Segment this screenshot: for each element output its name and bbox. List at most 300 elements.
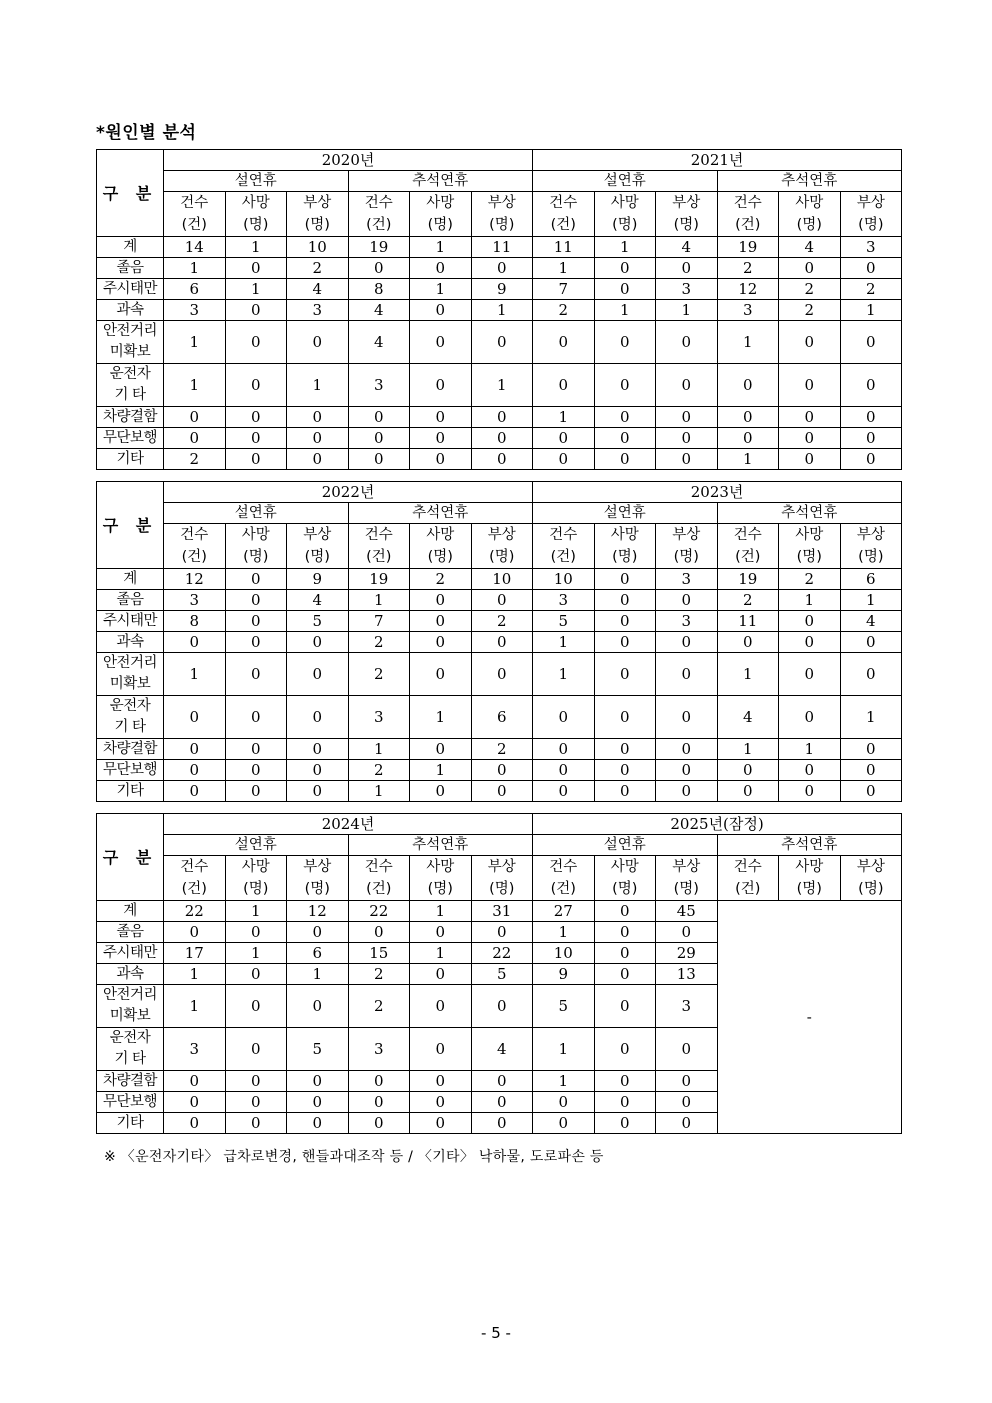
row-header-label: 무단보행: [102, 1093, 158, 1110]
table-cell: 11: [717, 611, 779, 632]
table-cell: 0: [410, 258, 472, 279]
table-cell: 0: [471, 258, 533, 279]
column-header-label: 건수: [549, 859, 578, 875]
column-header-label: 부상: [303, 195, 332, 211]
table-row: [97, 760, 902, 781]
table-cell: 2: [779, 569, 841, 590]
column-header-unit: (명): [427, 881, 453, 897]
table-cell: 0: [779, 364, 841, 407]
table-cell: 0: [533, 760, 595, 781]
column-header: [779, 524, 841, 569]
column-header-label: 사망: [241, 195, 270, 211]
table-cell: 0: [410, 964, 472, 985]
table-cell: 0: [471, 321, 533, 364]
row-header: [97, 258, 164, 279]
column-header-unit: (명): [612, 549, 638, 565]
column-header-label: 부상: [672, 527, 701, 543]
table-cell: 0: [717, 781, 779, 802]
table-cell: 2: [164, 449, 226, 470]
table-cell: 1: [717, 739, 779, 760]
column-header-unit: (명): [796, 549, 822, 565]
table-cell: 0: [471, 590, 533, 611]
column-header: [348, 192, 410, 237]
table-cell: 0: [471, 653, 533, 696]
table-cell: 0: [656, 590, 718, 611]
row-header: [97, 943, 164, 964]
table-row: [97, 258, 902, 279]
table-cell: 0: [656, 321, 718, 364]
table-cell: 29: [656, 943, 718, 964]
column-header-unit: (건): [735, 549, 761, 565]
table-cell: 19: [717, 237, 779, 258]
column-header-unit: (명): [243, 549, 269, 565]
table-cell: 0: [287, 428, 349, 449]
table-cell: 0: [410, 922, 472, 943]
table-cell: 0: [594, 760, 656, 781]
table-cell: 0: [410, 611, 472, 632]
column-header-label: 사망: [610, 859, 639, 875]
year-header: 2022년: [164, 482, 533, 503]
column-header-unit: (명): [427, 549, 453, 565]
table-cell: 0: [348, 1071, 410, 1092]
table-cell: 0: [594, 696, 656, 739]
table-cell: 4: [287, 279, 349, 300]
column-header: [471, 192, 533, 237]
row-header-label: 기 타: [114, 387, 146, 403]
row-header: [97, 279, 164, 300]
table-cell: 5: [471, 964, 533, 985]
row-header-label: 안전거리: [102, 323, 158, 339]
column-header-label: 부상: [487, 195, 516, 211]
table-cell: 1: [840, 696, 902, 739]
column-header: [410, 524, 472, 569]
table-cell: 2: [840, 279, 902, 300]
table-cell: 0: [410, 1092, 472, 1113]
row-header: [97, 449, 164, 470]
table-cell: 0: [410, 985, 472, 1028]
table-cell: 0: [348, 258, 410, 279]
holiday-header: 설연휴: [164, 171, 349, 192]
table-cell: 2: [779, 279, 841, 300]
table-cell: 1: [410, 901, 472, 922]
column-header-label: 건수: [364, 195, 393, 211]
table-cell: 0: [594, 964, 656, 985]
table-cell: 0: [594, 590, 656, 611]
table-cell: 0: [410, 1028, 472, 1071]
row-header-label: 차량결함: [102, 1072, 158, 1089]
table-cell: 6: [287, 943, 349, 964]
table-cell: 0: [656, 1092, 718, 1113]
column-header: [287, 192, 349, 237]
table-cell: 2: [348, 964, 410, 985]
table-cell: 0: [225, 449, 287, 470]
column-header-unit: (명): [304, 549, 330, 565]
table-cell: 0: [594, 1071, 656, 1092]
holiday-header: 설연휴: [533, 171, 718, 192]
table-cell: 3: [164, 590, 226, 611]
row-header-label: 운전자: [109, 1030, 151, 1046]
table-cell: 0: [410, 321, 472, 364]
column-header-label: 부상: [672, 859, 701, 875]
table-cell: 1: [471, 364, 533, 407]
table-cell: 0: [410, 300, 472, 321]
table-cell: 0: [594, 943, 656, 964]
row-header-label: 안전거리: [102, 987, 158, 1003]
table-cell: 0: [287, 449, 349, 470]
table-cell: 0: [779, 696, 841, 739]
table-cell: 0: [348, 1113, 410, 1134]
table-cell: 9: [533, 964, 595, 985]
section-title: *원인별 분석: [96, 123, 197, 143]
table-cell: 0: [471, 781, 533, 802]
corner-label: 구 분: [97, 814, 164, 901]
table-cell: 0: [287, 696, 349, 739]
table-cell: 5: [533, 985, 595, 1028]
row-header-label: 안전거리: [102, 655, 158, 671]
table-cell: 5: [287, 1028, 349, 1071]
table-cell: 0: [840, 428, 902, 449]
footnote: ※ 〈운전자기타〉 급차로변경, 핸들과대조작 등 / 〈기타〉 낙하물, 도로파손 등: [104, 1149, 604, 1165]
table-cell: 17: [164, 943, 226, 964]
row-header-label: 미확보: [109, 344, 151, 360]
table-cell: 0: [656, 739, 718, 760]
row-header-label: 과속: [116, 301, 144, 318]
table-cell: 0: [533, 428, 595, 449]
table-row: [97, 300, 902, 321]
table-cell: 0: [410, 364, 472, 407]
table-cell: 0: [225, 781, 287, 802]
table-cell: 2: [779, 300, 841, 321]
table-cell: 3: [287, 300, 349, 321]
column-header-unit: (건): [735, 881, 761, 897]
column-header: [287, 856, 349, 901]
row-header-label: 운전자: [109, 698, 151, 714]
table-cell: 0: [410, 407, 472, 428]
stats-table-2022-2023: [96, 481, 902, 802]
stats-table-2024-2025: [96, 813, 902, 1134]
year-header: 2025년(잠정): [533, 814, 902, 835]
table-cell: 0: [656, 1028, 718, 1071]
table-cell: 0: [594, 321, 656, 364]
table-cell: 0: [164, 1071, 226, 1092]
column-header-unit: (건): [550, 549, 576, 565]
column-header-unit: (건): [181, 217, 207, 233]
table-cell: 12: [287, 901, 349, 922]
row-header: [97, 428, 164, 449]
table-cell: 4: [717, 696, 779, 739]
table-cell: 0: [594, 985, 656, 1028]
table-cell: 0: [225, 428, 287, 449]
table-cell: 1: [840, 590, 902, 611]
table-cell: 11: [533, 237, 595, 258]
table-cell: 0: [164, 696, 226, 739]
column-header: [840, 524, 902, 569]
table-row: [97, 590, 902, 611]
table-cell: 10: [471, 569, 533, 590]
table-cell: 0: [410, 1071, 472, 1092]
table-cell: 4: [348, 321, 410, 364]
table-row: [97, 569, 902, 590]
table-cell: 0: [225, 964, 287, 985]
column-header-unit: (명): [858, 881, 884, 897]
table-cell: 0: [287, 739, 349, 760]
table-cell: 0: [779, 781, 841, 802]
table-cell: 0: [594, 569, 656, 590]
row-header-label: 무단보행: [102, 429, 158, 446]
holiday-header: 추석연휴: [348, 171, 533, 192]
row-header-label: 주시태만: [102, 280, 158, 297]
column-header: [348, 524, 410, 569]
table-cell: 3: [656, 569, 718, 590]
table-cell: 0: [840, 760, 902, 781]
table-cell: 1: [164, 364, 226, 407]
table-cell: 3: [348, 1028, 410, 1071]
table-cell: 0: [594, 632, 656, 653]
column-header-unit: (건): [735, 217, 761, 233]
row-header-label: 계: [123, 902, 137, 919]
table-cell: 0: [594, 407, 656, 428]
table-cell: 22: [471, 943, 533, 964]
table-cell: 0: [840, 321, 902, 364]
column-header: [225, 192, 287, 237]
table-cell: 1: [779, 590, 841, 611]
column-header: [410, 856, 472, 901]
table-cell: 0: [717, 407, 779, 428]
table-cell: 0: [717, 364, 779, 407]
column-header: [717, 524, 779, 569]
column-header-label: 건수: [364, 859, 393, 875]
column-header-unit: (명): [243, 881, 269, 897]
table-cell: 1: [164, 985, 226, 1028]
column-header-label: 부상: [303, 527, 332, 543]
table-cell: 1: [225, 237, 287, 258]
table-cell: 15: [348, 943, 410, 964]
table-row: [97, 696, 902, 739]
table-cell: 22: [348, 901, 410, 922]
column-header: [533, 856, 595, 901]
column-header-unit: (명): [243, 217, 269, 233]
table-cell: 1: [717, 321, 779, 364]
holiday-header: 설연휴: [164, 835, 349, 856]
table-cell: 12: [717, 279, 779, 300]
table-cell: 1: [594, 300, 656, 321]
table-row: [97, 739, 902, 760]
table-cell: 0: [225, 300, 287, 321]
table-cell: 0: [164, 632, 226, 653]
table-cell: 0: [225, 739, 287, 760]
table-cell: 1: [717, 449, 779, 470]
row-header-label: 주시태만: [102, 944, 158, 961]
table-cell: 5: [287, 611, 349, 632]
table-cell: 5: [533, 611, 595, 632]
corner-label: 구 분: [97, 482, 164, 569]
table-row: [97, 449, 902, 470]
table-cell: 1: [164, 321, 226, 364]
column-header-label: 사망: [241, 527, 270, 543]
column-header-label: 부상: [303, 859, 332, 875]
table-cell: 19: [717, 569, 779, 590]
table-cell: 3: [164, 300, 226, 321]
table-cell: 0: [656, 781, 718, 802]
table-cell: 19: [348, 569, 410, 590]
table-cell: 1: [348, 739, 410, 760]
column-header-label: 부상: [487, 859, 516, 875]
table-cell: 27: [533, 901, 595, 922]
stats-table-2020-2021: [96, 149, 902, 470]
column-header-unit: (건): [550, 881, 576, 897]
column-header: [533, 192, 595, 237]
table-cell: 0: [225, 569, 287, 590]
row-header: [97, 781, 164, 802]
column-header-unit: (명): [612, 881, 638, 897]
table-cell: 6: [471, 696, 533, 739]
holiday-header: 추석연휴: [348, 835, 533, 856]
table-cell: 0: [287, 632, 349, 653]
table-cell: 0: [779, 321, 841, 364]
table-cell: 3: [533, 590, 595, 611]
table-cell: 0: [225, 611, 287, 632]
column-header-unit: (명): [304, 881, 330, 897]
table-cell: 0: [594, 1092, 656, 1113]
column-header-unit: (건): [181, 549, 207, 565]
table-cell: 0: [594, 611, 656, 632]
holiday-header: 추석연휴: [717, 835, 902, 856]
table-cell: 0: [348, 407, 410, 428]
table-row: [97, 632, 902, 653]
table-cell: 0: [225, 632, 287, 653]
column-header: [717, 192, 779, 237]
table-cell: 0: [164, 1092, 226, 1113]
table-cell: 1: [779, 739, 841, 760]
not-available-cell: -: [717, 901, 902, 1134]
table-cell: 0: [840, 781, 902, 802]
column-header-label: 부상: [856, 527, 885, 543]
table-cell: 1: [533, 653, 595, 696]
year-header: 2024년: [164, 814, 533, 835]
column-header-unit: (건): [366, 549, 392, 565]
row-header-label: 계: [123, 570, 137, 587]
table-cell: 8: [348, 279, 410, 300]
table-cell: 1: [410, 279, 472, 300]
table-cell: 0: [594, 781, 656, 802]
column-header-unit: (명): [796, 881, 822, 897]
table-cell: 0: [533, 321, 595, 364]
column-header: [594, 856, 656, 901]
table-cell: 0: [779, 653, 841, 696]
table-cell: 22: [164, 901, 226, 922]
column-header-label: 부상: [487, 527, 516, 543]
table-cell: 0: [840, 632, 902, 653]
row-header: [97, 1028, 164, 1071]
table-cell: 0: [287, 985, 349, 1028]
column-header-label: 건수: [733, 195, 762, 211]
column-header-unit: (건): [550, 217, 576, 233]
table-cell: 0: [594, 922, 656, 943]
table-cell: 0: [533, 1092, 595, 1113]
table-cell: 1: [348, 590, 410, 611]
table-cell: 0: [471, 1092, 533, 1113]
table-cell: 2: [348, 653, 410, 696]
table-cell: 3: [164, 1028, 226, 1071]
column-header: [717, 856, 779, 901]
table-cell: 0: [225, 590, 287, 611]
table-cell: 0: [287, 760, 349, 781]
row-header: [97, 611, 164, 632]
table-cell: 1: [840, 300, 902, 321]
column-header-unit: (명): [796, 217, 822, 233]
column-header-unit: (건): [181, 881, 207, 897]
table-cell: 19: [348, 237, 410, 258]
table-cell: 0: [779, 428, 841, 449]
table-cell: 45: [656, 901, 718, 922]
holiday-header: 설연휴: [164, 503, 349, 524]
table-cell: 0: [225, 696, 287, 739]
table-cell: 0: [656, 632, 718, 653]
column-header: [779, 192, 841, 237]
column-header-label: 사망: [426, 859, 455, 875]
column-header-label: 건수: [180, 859, 209, 875]
table-cell: 0: [779, 632, 841, 653]
row-header-label: 과속: [116, 965, 144, 982]
table-cell: 0: [410, 428, 472, 449]
table-cell: 4: [287, 590, 349, 611]
table-cell: 2: [471, 739, 533, 760]
table-cell: 2: [287, 258, 349, 279]
table-cell: 0: [779, 258, 841, 279]
table-cell: 0: [594, 428, 656, 449]
row-header-label: 차량결함: [102, 408, 158, 425]
table-cell: 0: [348, 449, 410, 470]
table-cell: 2: [410, 569, 472, 590]
table-cell: 0: [410, 632, 472, 653]
table-cell: 0: [779, 760, 841, 781]
column-header: [840, 192, 902, 237]
row-header: [97, 1071, 164, 1092]
corner-label: 구 분: [97, 150, 164, 237]
table-cell: 1: [225, 901, 287, 922]
row-header: [97, 590, 164, 611]
table-cell: 0: [471, 985, 533, 1028]
column-header: [348, 856, 410, 901]
table-cell: 0: [225, 1071, 287, 1092]
table-cell: 2: [471, 611, 533, 632]
column-header: [471, 524, 533, 569]
column-header-unit: (건): [366, 881, 392, 897]
column-header: [225, 856, 287, 901]
table-cell: 0: [410, 653, 472, 696]
column-header: [840, 856, 902, 901]
table-cell: 1: [225, 943, 287, 964]
column-header-unit: (명): [858, 549, 884, 565]
table-row: [97, 901, 902, 922]
table-cell: 0: [410, 739, 472, 760]
column-header: [594, 192, 656, 237]
column-header-label: 사망: [426, 527, 455, 543]
table-cell: 0: [656, 428, 718, 449]
column-header: [471, 856, 533, 901]
table-cell: 4: [840, 611, 902, 632]
column-header: [656, 524, 718, 569]
table-cell: 0: [594, 653, 656, 696]
column-header-label: 사망: [610, 195, 639, 211]
table-cell: 3: [656, 611, 718, 632]
table-row: [97, 321, 902, 364]
table-cell: 0: [471, 1113, 533, 1134]
table-cell: 1: [533, 1071, 595, 1092]
table-cell: 4: [471, 1028, 533, 1071]
row-header-label: 졸음: [116, 923, 144, 940]
table-cell: 1: [533, 258, 595, 279]
